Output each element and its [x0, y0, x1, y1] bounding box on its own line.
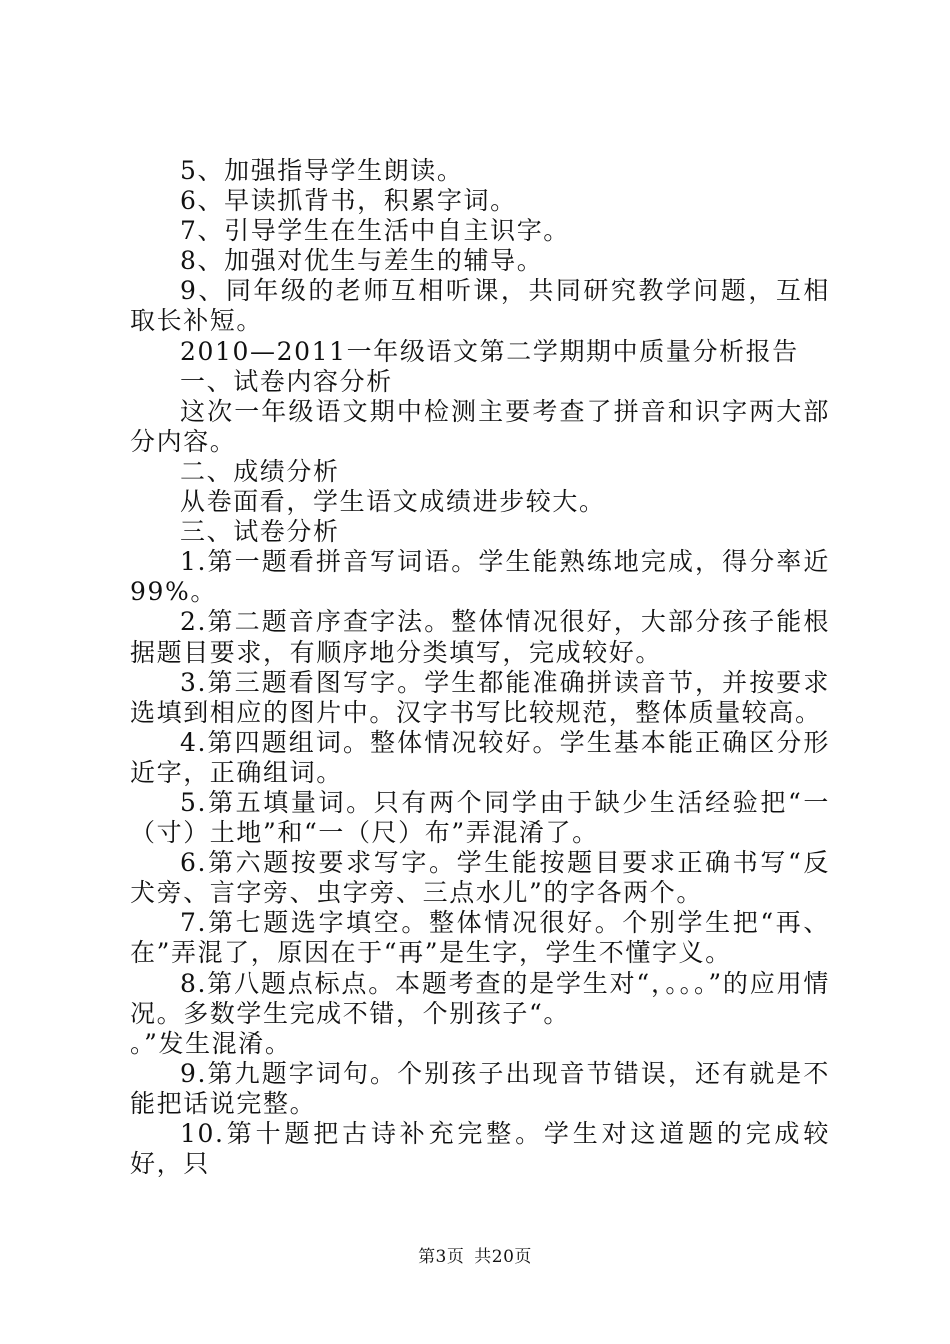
paragraph-question-4: 4.第四题组词。整体情况较好。学生基本能正确区分形近字，正确组词。 [130, 727, 830, 787]
paragraph-question-5: 5.第五填量词。只有两个同学由于缺少生活经验把“一（寸）土地”和“一（尺）布”弄混淆了。 [130, 787, 830, 848]
paragraph-question-6: 6.第六题按要求写字。学生能按题目要求正确书写“反犬旁、言字旁、虫字旁、三点水儿”的字各两个。 [130, 848, 830, 908]
paragraph-question-8: 8.第八题点标点。本题考查的是学生对“，。。。”的应用情况。多数学生完成不错，个别孩子“。 [130, 968, 830, 1028]
section-heading-paper-analysis: 三、试卷分析 [180, 517, 340, 547]
document-body [130, 156, 830, 1179]
paragraph-question-2: 2.第二题音序查字法。整体情况很好，大部分孩子能根据题目要求，有顺序地分类填写，完成较好。 [130, 607, 830, 667]
paragraph-content-analysis: 这次一年级语文期中检测主要考查了拼音和识字两大部分内容。 [130, 396, 830, 456]
paragraph-5-reading: 5、加强指导学生朗读。 [180, 156, 464, 185]
paragraph-8-tutoring: 8、加强对优生与差生的辅导。 [180, 246, 544, 276]
total-pages: 共20页 [474, 1247, 532, 1267]
paragraph-question-1: 1.第一题看拼音写词语。学生能熟练地完成，得分率近99%。 [130, 547, 830, 607]
paragraph-score-analysis: 从卷面看，学生语文成绩进步较大。 [180, 487, 606, 517]
paragraph-7-self-literacy: 7、引导学生在生活中自主识字。 [180, 216, 570, 246]
page-number: 第3页 [418, 1247, 465, 1267]
paragraph-question-7: 7.第七题选字填空。整体情况很好。个别学生把“再、在”弄混了，原因在于“再”是生字，学生不懂字义。 [130, 908, 830, 968]
page-footer [0, 1242, 950, 1267]
paragraph-question-8-continued: 。”发生混淆。 [130, 1028, 292, 1058]
paragraph-question-9: 9.第九题字词句。个别孩子出现音节错误，还有就是不能把话说完整。 [130, 1058, 830, 1118]
section-heading-content-analysis: 一、试卷内容分析 [180, 366, 393, 396]
report-title: 2010—2011一年级语文第二学期期中质量分析报告 [180, 336, 799, 366]
section-heading-score-analysis: 二、成绩分析 [180, 456, 340, 486]
paragraph-question-3: 3.第三题看图写字。学生都能准确拼读音节，并按要求选填到相应的图片中。汉字书写比较规范，整体质量较高。 [130, 667, 830, 727]
paragraph-question-10: 10.第十题把古诗补充完整。学生对这道题的完成较好，只 [130, 1119, 830, 1179]
paragraph-9-peer-observation: 9、同年级的老师互相听课，共同研究教学问题，互相取长补短。 [130, 276, 830, 336]
paragraph-6-morning-reading: 6、早读抓背书，积累字词。 [180, 186, 517, 216]
